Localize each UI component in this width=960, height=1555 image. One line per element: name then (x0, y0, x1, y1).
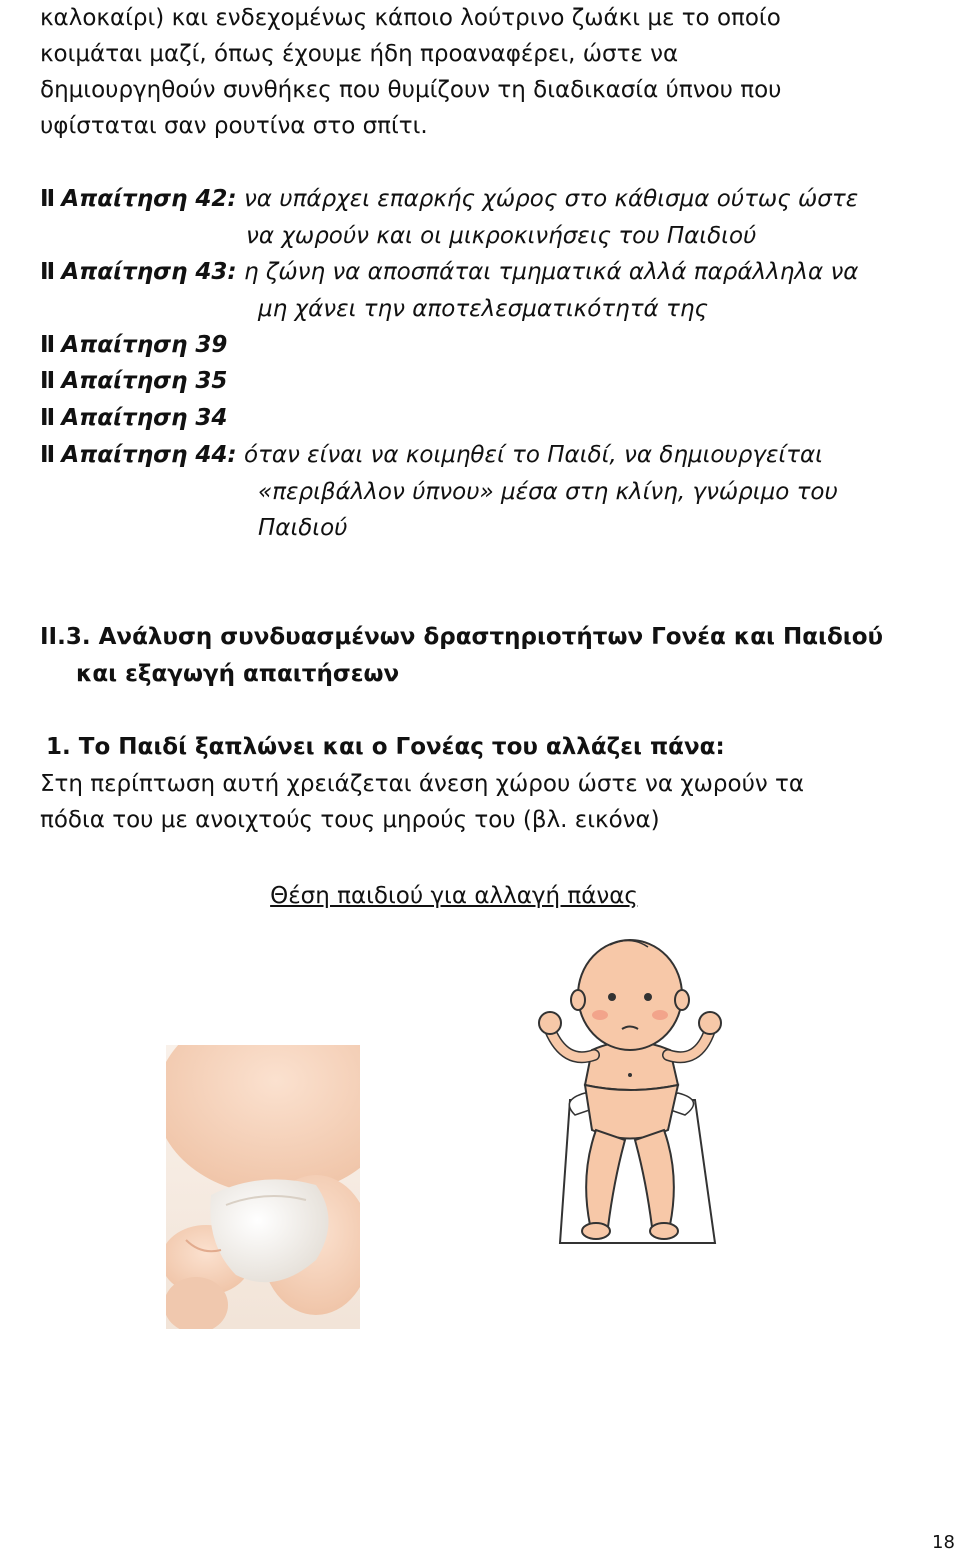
requirement-label: Απαίτηση 34 (61, 405, 228, 431)
requirement-39 (40, 327, 227, 363)
requirement-44 (40, 437, 823, 473)
intro-line: καλοκαίρι) και ενδεχομένως κάποιο λούτρινο ζωάκι με το οποίο (40, 5, 781, 31)
requirement-label: Απαίτηση 44: (61, 442, 237, 468)
bullet-icon: Ⅱ (40, 186, 56, 212)
bullet-icon: Ⅱ (40, 442, 56, 468)
requirement-42 (40, 181, 858, 217)
activity-paragraph (40, 766, 916, 838)
activity-line: Στη περίπτωση αυτή χρειάζεται άνεση χώρου ώστε να χωρούν τα (40, 771, 805, 797)
requirement-continuation: μη χάνει την αποτελεσματικότητά της (258, 296, 708, 322)
requirement-label: Απαίτηση 39 (61, 332, 228, 358)
section-number: II.3. (40, 624, 91, 650)
activity-line: πόδια του με ανοιχτούς τους μηρούς του (βλ. εικόνα) (40, 807, 660, 833)
requirement-continuation: Παιδιού (258, 515, 348, 541)
requirement-label: Απαίτηση 35 (61, 368, 228, 394)
requirement-text: να υπάρχει επαρκής χώρος στο κάθισμα ούτως ώστε (243, 186, 859, 212)
intro-line: υφίσταται σαν ρουτίνα στο σπίτι. (40, 113, 428, 139)
requirement-35 (40, 363, 227, 399)
section-heading-line2: και εξαγωγή απαιτήσεων (76, 661, 400, 687)
section-title: Ανάλυση συνδυασμένων δραστηριοτήτων Γονέα και Παιδιού (98, 624, 884, 650)
requirement-text: όταν είναι να κοιμηθεί το Παιδί, να δημιουργείται (243, 442, 823, 468)
baby-cartoon-illustration (530, 925, 730, 1245)
bullet-icon: Ⅱ (40, 368, 56, 394)
requirement-continuation: να χωρούν και οι μικροκινήσεις του Παιδιού (246, 223, 757, 249)
requirement-label: Απαίτηση 42: (61, 186, 237, 212)
bullet-icon: Ⅱ (40, 405, 56, 431)
requirement-text: η ζώνη να αποσπάται τμηματικά αλλά παράλληλα να (243, 259, 859, 285)
activity-title: Το Παιδί ξαπλώνει και ο Γονέας του αλλάζει πάνα: (78, 734, 725, 760)
figure-caption: Θέση παιδιού για αλλαγή πάνας (270, 883, 638, 909)
requirement-34 (40, 400, 227, 436)
requirement-label: Απαίτηση 43: (61, 259, 237, 285)
intro-paragraph (40, 0, 916, 144)
requirement-43 (40, 254, 858, 290)
page-number: 18 (932, 1532, 955, 1553)
bullet-icon: Ⅱ (40, 259, 56, 285)
intro-line: δημιουργηθούν συνθήκες που θυμίζουν τη διαδικασία ύπνου που (40, 77, 782, 103)
requirement-continuation: «περιβάλλον ύπνου» μέσα στη κλίνη, γνώριμο του (258, 479, 838, 505)
activity-heading (46, 729, 725, 766)
activity-number: 1. (46, 734, 71, 760)
section-heading (40, 619, 883, 656)
intro-line: κοιμάται μαζί, όπως έχουμε ήδη προαναφέρει, ώστε να (40, 41, 679, 67)
baby-diaper-photo (166, 1045, 360, 1329)
bullet-icon: Ⅱ (40, 332, 56, 358)
